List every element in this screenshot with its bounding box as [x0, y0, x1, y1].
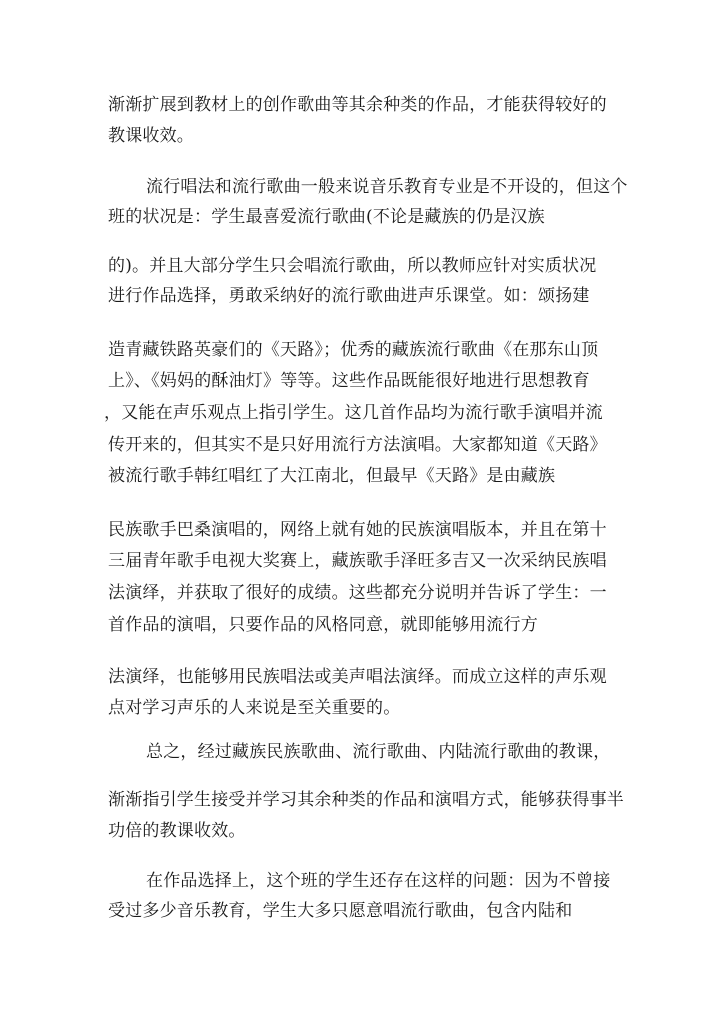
text-line: 被流行歌手韩红唱红了大江南北，但最早《天路》是由藏族 — [108, 466, 556, 486]
text-line: ，又能在声乐观点上指引学生。这几首作品均为流行歌手演唱并流 — [104, 403, 603, 423]
text-line: 受过多少音乐教育，学生大多只愿意唱流行歌曲，包含内陆和 — [108, 901, 573, 921]
text-line: 渐渐指引学生接受并学习其余种类的作品和演唱方式，能够获得事半 — [108, 790, 624, 810]
text-line: 班的状况是：学生最喜爱流行歌曲(不论是藏族的仍是汉族 — [108, 207, 545, 227]
paragraph-first-line: 在作品选择上，这个班的学生还存在这样的问题：因为不曾接 — [146, 871, 611, 891]
text-line: 上》、《妈妈的酥油灯》等等。这些作品既能很好地进行思想教育 — [108, 371, 590, 391]
text-line: 造青藏铁路英豪们的《天路》；优秀的藏族流行歌曲《在那东山顶 — [108, 340, 599, 360]
text-line: 民族歌手巴桑演唱的，网络上就有她的民族演唱版本，并且在第十 — [108, 520, 607, 540]
text-line: 渐渐扩展到教材上的创作歌曲等其余种类的作品，才能获得较好的 — [108, 95, 607, 115]
text-line: 三届青年歌手电视大奖赛上，藏族歌手泽旺多吉又一次采纳民族唱 — [108, 551, 607, 571]
text-line: 首作品的演唱，只要作品的风格同意，就即能够用流行方 — [108, 615, 538, 635]
text-line: 传开来的，但其实不是只好用流行方法演唱。大家都知道《天路》 — [108, 435, 607, 455]
text-line: 的)。并且大部分学生只会唱流行歌曲，所以教师应针对实质状况 — [108, 256, 597, 276]
text-line: 教课收效。 — [108, 126, 194, 146]
text-line: 法演绎，也能够用民族唱法或美声唱法演绎。而成立这样的声乐观 — [108, 667, 607, 687]
text-line: 法演绎，并获取了很好的成绩。这些都充分说明并告诉了学生：一 — [108, 583, 607, 603]
paragraph-first-line: 流行唱法和流行歌曲一般来说音乐教育专业是不开设的，但这个 — [146, 177, 628, 197]
paragraph-first-line: 总之，经过藏族民族歌曲、流行歌曲、内陆流行歌曲的教课， — [146, 742, 611, 762]
text-line: 点对学习声乐的人来说是至关重要的。 — [108, 698, 401, 718]
text-line: 功倍的教课收效。 — [108, 821, 246, 841]
text-line: 进行作品选择，勇敢采纳好的流行歌曲进声乐课堂。如：颂扬建 — [108, 286, 590, 306]
